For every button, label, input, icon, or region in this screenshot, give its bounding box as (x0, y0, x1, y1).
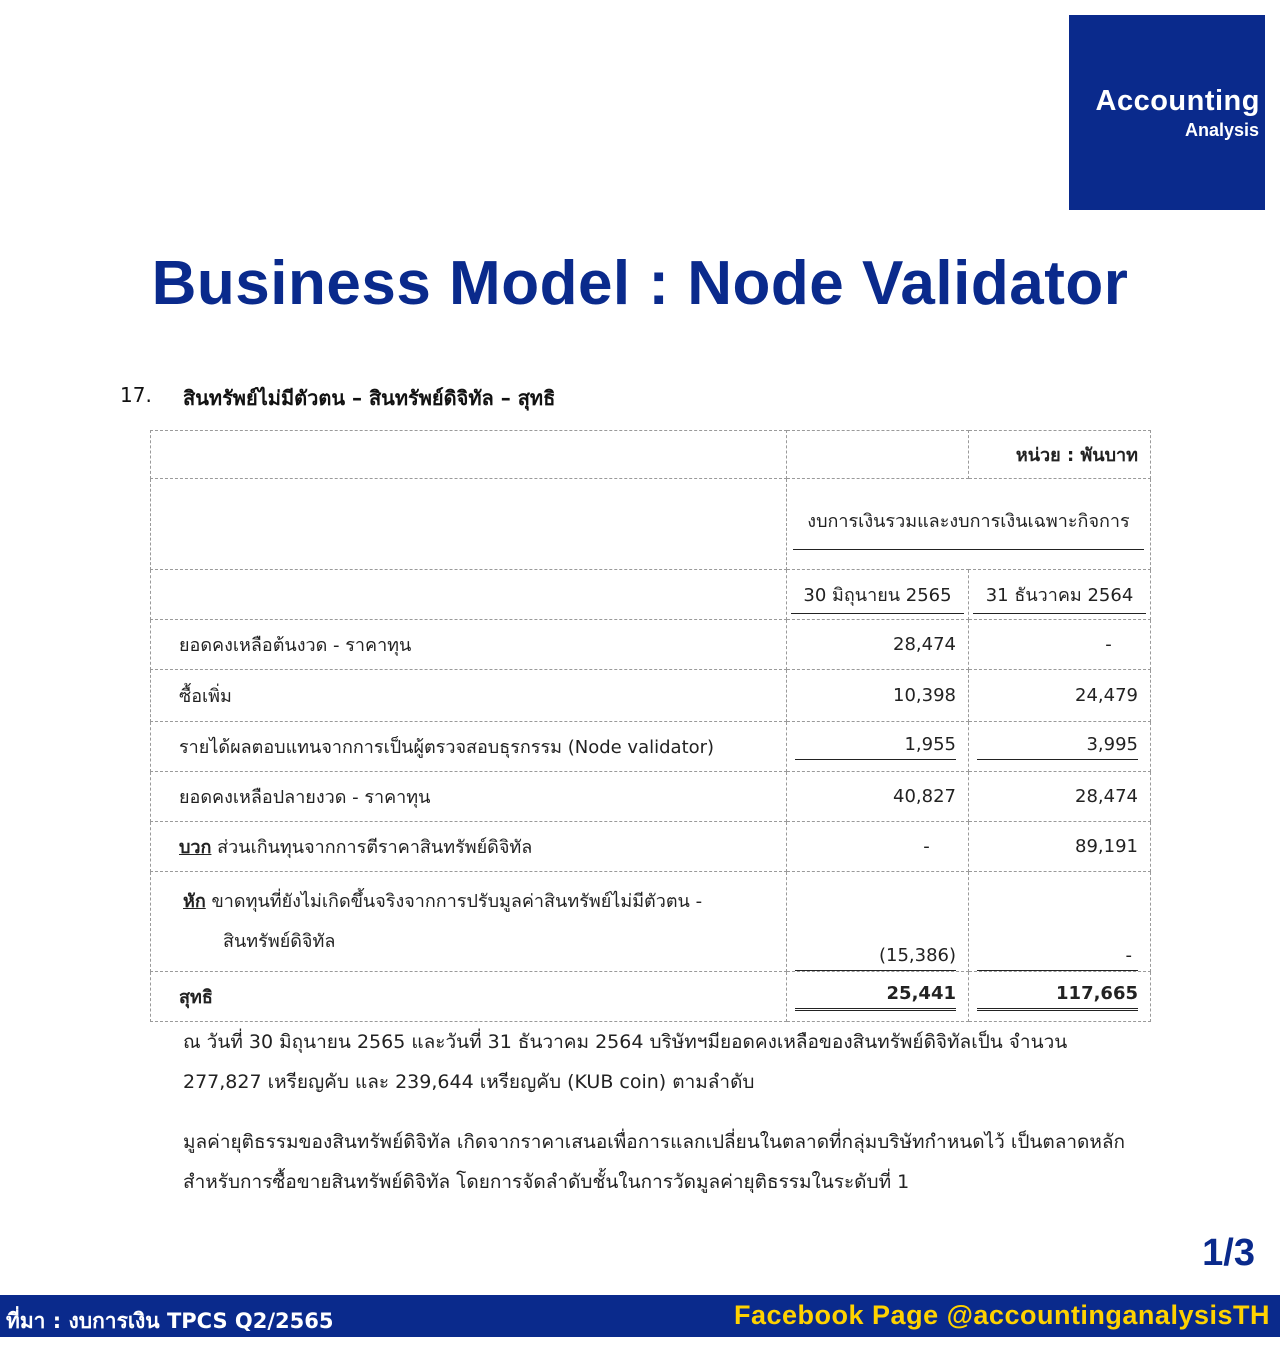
unit-label: หน่วย : พันบาท (969, 431, 1151, 479)
row-prefix-add: บวก (179, 837, 212, 858)
row-value-2: 24,479 (969, 670, 1151, 722)
table-row (151, 620, 1151, 670)
table-unit-row (151, 431, 1151, 479)
row-value-1: 1,955 (795, 734, 956, 760)
row-label: ยอดคงเหลือปลายงวด - ราคาทุน (151, 772, 787, 822)
row-value-2: 3,995 (977, 734, 1138, 760)
footer-facebook-link[interactable]: Facebook Page @accountinganalysisTH (734, 1300, 1270, 1330)
row-value-1: (15,386) (795, 945, 956, 971)
row-label: ขาดทุนที่ยังไม่เกิดขึ้นจริงจากการปรับมูลค่าสินทรัพย์ไม่มีตัวตน - (211, 890, 703, 912)
row-value-2: 28,474 (969, 772, 1151, 822)
logo-line-2: Analysis (1184, 120, 1259, 140)
row-label-continued: สินทรัพย์ดิจิทัล (223, 930, 336, 952)
row-label: ยอดคงเหลือต้นงวด - ราคาทุน (151, 620, 787, 670)
row-value-1: 10,398 (787, 670, 969, 722)
row-value-2: 117,665 (977, 983, 1138, 1011)
note-paragraph-2: มูลค่ายุติธรรมของสินทรัพย์ดิจิทัล เกิดจากราคาเสนอเพื่อการแลกเปลี่ยนในตลาดที่กลุ่มบริษัทกำหนดไว้ เป็นตลาดหลักสำหรับการซื้อขายสินทรัพย์ดิจิทัล โดยการจัดลำดับชั้นในการวัดมูลค่ายุติธรรมในระดับที่ 1 (183, 1131, 1126, 1193)
row-label: ซื้อเพิ่ม (151, 670, 787, 722)
logo-line-1: Accounting (1095, 85, 1260, 117)
row-label: ส่วนเกินทุนจากการตีราคาสินทรัพย์ดิจิทัล (217, 837, 533, 858)
table-row (151, 772, 1151, 822)
column-header-jun-2565: 30 มิถุนายน 2565 (791, 576, 964, 614)
row-value-2: - (969, 620, 1151, 670)
row-value-2: - (977, 945, 1138, 971)
section-number: 17. (120, 383, 152, 407)
brand-logo (1069, 15, 1265, 210)
table-total-row (151, 972, 1151, 1022)
row-label: สุทธิ (151, 972, 787, 1022)
note-paragraph-1: ณ วันที่ 30 มิถุนายน 2565 และวันที่ 31 ธันวาคม 2564 บริษัทฯมียอดคงเหลือของสินทรัพย์ดิจิทัลเป็น จำนวน 277,827 เหรียญคับ และ 239,644 เหรียญคับ (KUB coin) ตามลำดับ (183, 1031, 1068, 1093)
table-row (151, 822, 1151, 872)
row-value-1: 25,441 (795, 983, 956, 1011)
table-row (151, 872, 1151, 972)
group-header: งบการเงินรวมและงบการเงินเฉพาะกิจการ (793, 499, 1144, 550)
section-title: สินทรัพย์ไม่มีตัวตน – สินทรัพย์ดิจิทัล – สุทธิ (183, 386, 556, 410)
page-title: Business Model : Node Validator (151, 249, 1129, 318)
table-group-header-row (151, 479, 1151, 570)
row-value-1: 28,474 (787, 620, 969, 670)
column-header-dec-2564: 31 ธันวาคม 2564 (973, 576, 1146, 614)
table-row (151, 722, 1151, 772)
row-label: รายได้ผลตอบแทนจากการเป็นผู้ตรวจสอบธุรกรรม (Node validator) (151, 722, 787, 772)
row-value-1: 40,827 (787, 772, 969, 822)
table-row (151, 670, 1151, 722)
footer-source: ที่มา : งบการเงิน TPCS Q2/2565 (6, 1309, 334, 1333)
row-value-1: - (787, 822, 969, 872)
financial-table (150, 430, 1151, 1022)
row-prefix-deduct: หัก (183, 890, 206, 912)
footer-bar (0, 1295, 1280, 1337)
table-column-header-row (151, 570, 1151, 620)
row-value-2: 89,191 (969, 822, 1151, 872)
page-number: 1/3 (1202, 1232, 1255, 1274)
